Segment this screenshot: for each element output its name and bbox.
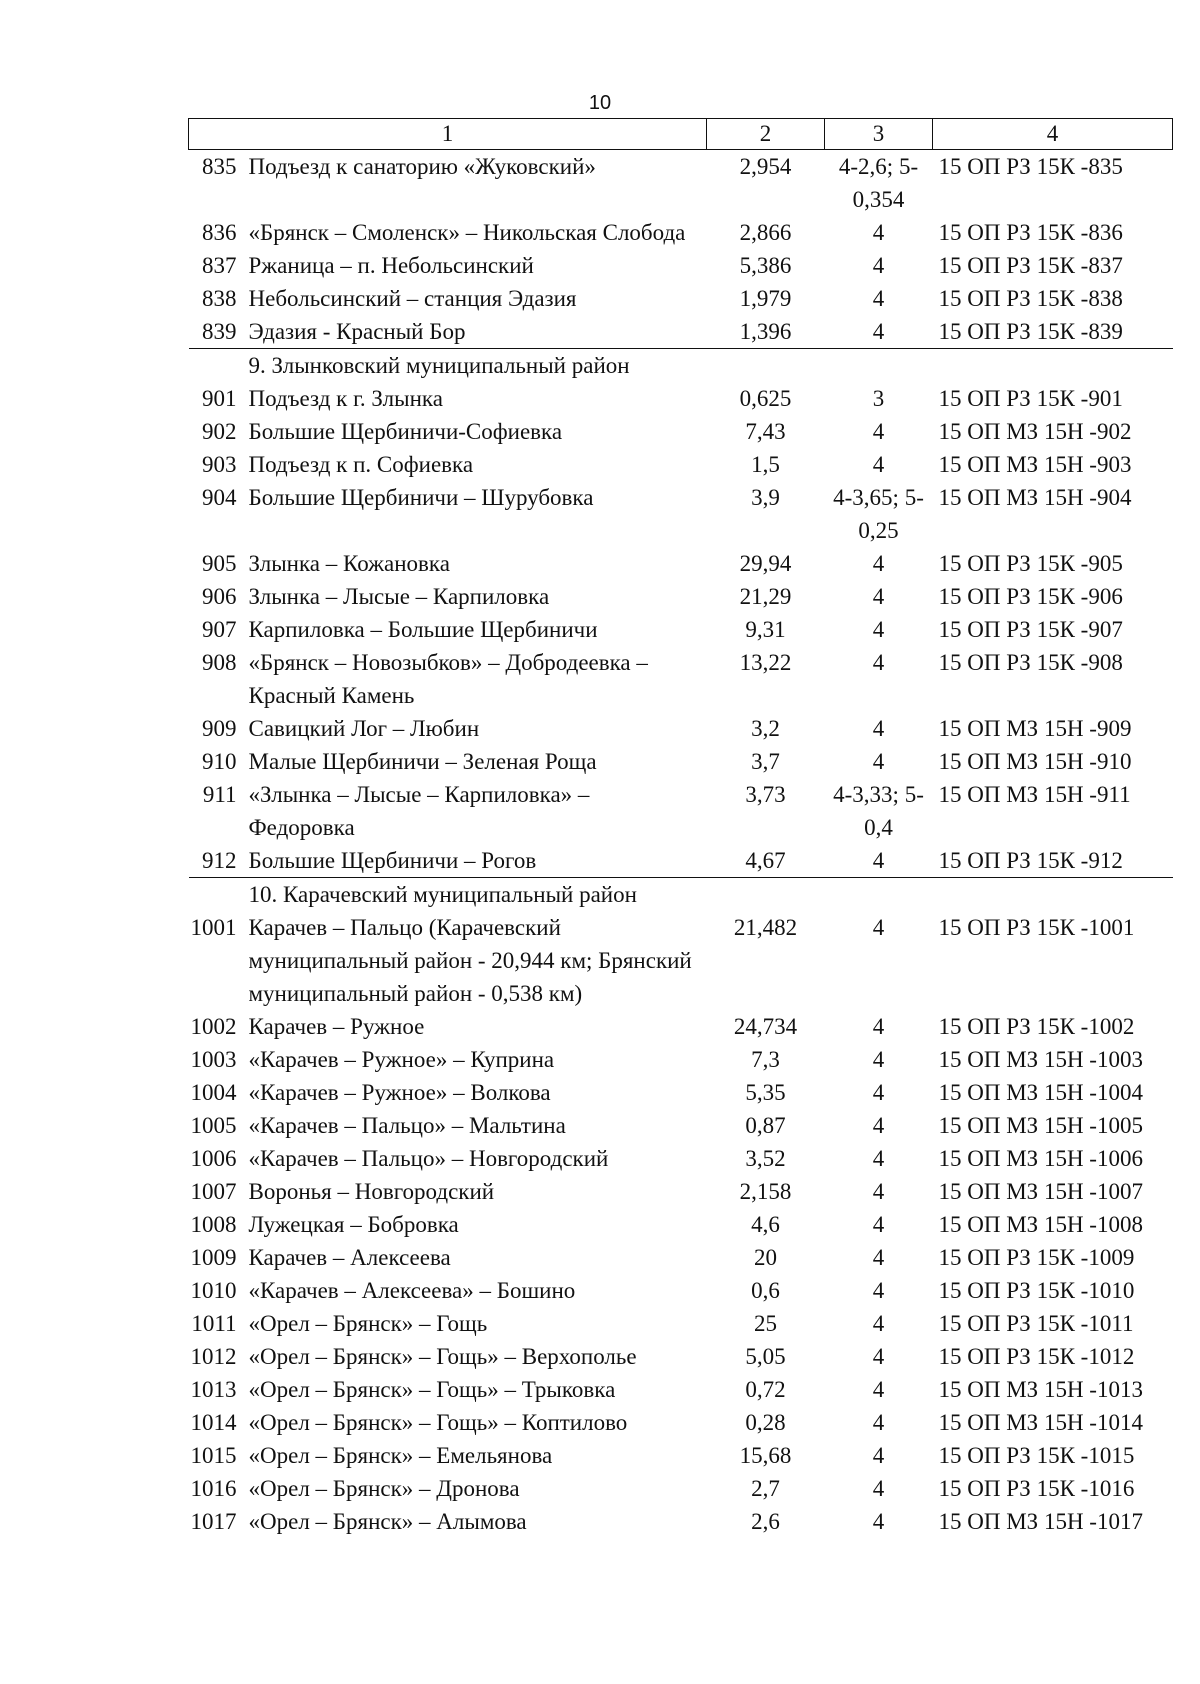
road-number: 902 — [202, 419, 237, 444]
road-id: 15 ОП РЗ 15К -1011 — [938, 1311, 1134, 1336]
road-length: 7,3 — [751, 1047, 780, 1072]
road-category: 4 — [872, 1212, 885, 1237]
road-id: 15 ОП РЗ 15К -1002 — [938, 1014, 1135, 1039]
road-number: 1011 — [191, 1311, 237, 1336]
table-row — [189, 1373, 1173, 1406]
table-row — [189, 150, 1173, 217]
road-category: 3 — [872, 386, 885, 411]
road-name: Ржаница – п. Небольсинский — [248, 253, 534, 278]
road-name: Небольсинский – станция Эдазия — [248, 286, 577, 311]
road-id: 15 ОП МЗ 15Н -1006 — [938, 1146, 1143, 1171]
road-number: 837 — [202, 253, 237, 278]
road-name: «Орел – Брянск» – Гощь — [248, 1311, 488, 1336]
road-number: 1016 — [190, 1476, 237, 1501]
road-name: Злынка – Кожановка — [248, 551, 450, 576]
road-length: 0,87 — [745, 1113, 786, 1138]
road-name: Подъезд к санаторию «Жуковский» — [248, 154, 596, 179]
road-length: 20 — [754, 1245, 777, 1270]
road-length: 4,67 — [707, 844, 825, 878]
road-length: 3,9 — [751, 485, 780, 510]
road-category: 4 — [872, 1509, 885, 1534]
road-name: «Карачев – Пальцо» – Новгородский — [248, 1146, 609, 1171]
page-number: 10 — [588, 92, 612, 114]
table-row — [189, 844, 1173, 878]
road-category: 4-3,33; 5-0,4 — [833, 782, 924, 840]
road-id: 15 ОП РЗ 15К -905 — [938, 551, 1123, 576]
table-row — [189, 1241, 1173, 1274]
road-name: Малые Щербиничи – Зеленая Роща — [248, 749, 597, 774]
header-col-1: 1 — [189, 119, 707, 150]
table-row — [189, 216, 1173, 249]
road-name: Эдазия - Красный Бор — [245, 315, 707, 349]
road-category: 4 — [872, 584, 885, 609]
road-number: 1004 — [190, 1080, 237, 1105]
road-length: 2,158 — [739, 1179, 792, 1204]
road-id: 15 ОП РЗ 15К -837 — [938, 253, 1123, 278]
road-id: 15 ОП РЗ 15К -1009 — [938, 1245, 1135, 1270]
road-category: 4-3,65; 5-0,25 — [833, 485, 924, 543]
table-row — [189, 1340, 1173, 1373]
road-length: 5,35 — [745, 1080, 786, 1105]
table-row — [189, 481, 1173, 547]
table-row — [189, 1010, 1173, 1043]
road-name: Подъезд к г. Злынка — [248, 386, 443, 411]
road-length: 0,72 — [745, 1377, 786, 1402]
header-col-4: 4 — [933, 119, 1173, 150]
table-row — [189, 911, 1173, 1010]
table-row — [189, 613, 1173, 646]
road-length: 5,05 — [745, 1344, 786, 1369]
table-row — [189, 547, 1173, 580]
road-category: 4-2,6; 5-0,354 — [838, 154, 919, 212]
table-row — [189, 712, 1173, 745]
table-row — [189, 1109, 1173, 1142]
table-row — [189, 448, 1173, 481]
road-category: 4 — [872, 650, 885, 675]
road-category: 4 — [872, 286, 885, 311]
road-id: 15 ОП РЗ 15К -836 — [938, 220, 1123, 245]
table-row — [189, 1208, 1173, 1241]
road-number: 901 — [202, 386, 237, 411]
road-length: 15,68 — [739, 1443, 792, 1468]
road-number: 911 — [202, 782, 237, 807]
road-number: 904 — [202, 485, 237, 510]
road-number: 1017 — [190, 1509, 237, 1534]
road-length: 5,386 — [739, 253, 792, 278]
road-category: 4 — [872, 1311, 885, 1336]
road-number: 909 — [202, 716, 237, 741]
road-category: 4 — [872, 1245, 885, 1270]
road-category: 4 — [872, 220, 885, 245]
road-length: 0,28 — [745, 1410, 786, 1435]
road-category: 4 — [872, 915, 885, 940]
road-number: 1015 — [190, 1443, 237, 1468]
road-name: Карпиловка – Большие Щербиничи — [248, 617, 598, 642]
road-name: «Карачев – Пальцо» – Мальтина — [248, 1113, 566, 1138]
road-category: 4 — [872, 1410, 885, 1435]
road-length: 9,31 — [745, 617, 786, 642]
road-name: Карачев – Ружное — [248, 1014, 425, 1039]
road-number: 903 — [202, 452, 237, 477]
road-id: 15 ОП МЗ 15Н -1014 — [938, 1410, 1143, 1435]
road-name: Большие Щербиничи-Софиевка — [248, 419, 563, 444]
road-name: «Орел – Брянск» – Гощь» – Коптилово — [248, 1410, 628, 1435]
table-row — [189, 580, 1173, 613]
road-name: Большие Щербиничи – Рогов — [245, 844, 707, 878]
road-id: 15 ОП РЗ 15К -1001 — [938, 915, 1135, 940]
road-number: 908 — [202, 650, 237, 675]
table-row — [189, 1439, 1173, 1472]
road-id: 15 ОП РЗ 15К -906 — [938, 584, 1123, 609]
road-length: 7,43 — [745, 419, 786, 444]
road-name: «Брянск – Смоленск» – Никольская Слобода — [248, 220, 686, 245]
road-id: 15 ОП МЗ 15Н -1008 — [938, 1212, 1143, 1237]
roads-table — [188, 118, 1173, 1538]
road-number: 1003 — [190, 1047, 237, 1072]
road-category: 4 — [872, 1113, 885, 1138]
road-name: «Орел – Брянск» – Гощь» – Трыковка — [248, 1377, 616, 1402]
road-number: 912 — [189, 844, 245, 878]
road-number: 905 — [202, 551, 237, 576]
road-number: 1007 — [190, 1179, 237, 1204]
road-name: Лужецкая – Бобровка — [248, 1212, 459, 1237]
road-category: 4 — [872, 551, 885, 576]
road-name: «Злынка – Лысые – Карпиловка» – Федоровка — [248, 782, 590, 840]
table-row — [189, 778, 1173, 844]
road-length: 4,6 — [751, 1212, 780, 1237]
table-row — [189, 382, 1173, 415]
road-category: 4 — [825, 315, 933, 349]
road-number: 907 — [202, 617, 237, 642]
header-col-2: 2 — [707, 119, 825, 150]
road-id: 15 ОП РЗ 15К -907 — [938, 617, 1123, 642]
road-category: 4 — [872, 1278, 885, 1303]
road-category: 4 — [872, 253, 885, 278]
road-category: 4 — [825, 844, 933, 878]
road-length: 2,6 — [751, 1509, 780, 1534]
road-id: 15 ОП РЗ 15К -901 — [938, 386, 1123, 411]
road-id: 15 ОП РЗ 15К -1015 — [938, 1443, 1135, 1468]
road-id: 15 ОП РЗ 15К -838 — [938, 286, 1123, 311]
road-name: «Карачев – Ружное» – Волкова — [248, 1080, 551, 1105]
road-name: Подъезд к п. Софиевка — [248, 452, 474, 477]
table-row — [189, 745, 1173, 778]
table-row — [189, 1142, 1173, 1175]
road-id: 15 ОП РЗ 15К -835 — [938, 154, 1123, 179]
table-row — [189, 1505, 1173, 1538]
road-length: 3,2 — [751, 716, 780, 741]
road-id: 15 ОП РЗ 15К -1012 — [938, 1344, 1135, 1369]
road-number: 1009 — [190, 1245, 237, 1270]
road-category: 4 — [872, 617, 885, 642]
table-row — [189, 646, 1173, 712]
road-id: 15 ОП РЗ 15К -1010 — [938, 1278, 1135, 1303]
road-number: 1005 — [190, 1113, 237, 1138]
road-id: 15 ОП МЗ 15Н -1017 — [938, 1509, 1143, 1534]
road-length: 13,22 — [739, 650, 792, 675]
road-number: 835 — [202, 154, 237, 179]
road-number: 1008 — [190, 1212, 237, 1237]
road-name: «Карачев – Алексеева» – Бошино — [248, 1278, 576, 1303]
road-number: 1010 — [190, 1278, 237, 1303]
road-number: 839 — [189, 315, 245, 349]
road-id: 15 ОП МЗ 15Н -904 — [938, 485, 1132, 510]
road-id: 15 ОП РЗ 15К -1016 — [938, 1476, 1135, 1501]
table-row — [189, 1307, 1173, 1340]
road-length: 29,94 — [739, 551, 792, 576]
road-length: 3,7 — [751, 749, 780, 774]
road-id: 15 ОП МЗ 15Н -1005 — [938, 1113, 1143, 1138]
road-length: 21,29 — [739, 584, 792, 609]
road-number: 1014 — [190, 1410, 237, 1435]
road-name: «Брянск – Новозыбков» – Добродеевка – Красный Камень — [248, 650, 648, 708]
table-row — [189, 1175, 1173, 1208]
road-length: 1,979 — [739, 286, 792, 311]
road-number: 1006 — [190, 1146, 237, 1171]
road-category: 4 — [872, 452, 885, 477]
road-id: 15 ОП РЗ 15К -839 — [933, 315, 1173, 349]
road-length: 2,7 — [751, 1476, 780, 1501]
road-number: 1012 — [190, 1344, 237, 1369]
road-number: 1001 — [190, 915, 237, 940]
road-category: 4 — [872, 1179, 885, 1204]
road-category: 4 — [872, 419, 885, 444]
road-id: 15 ОП МЗ 15Н -911 — [938, 782, 1131, 807]
table-row — [189, 415, 1173, 448]
road-number: 1013 — [190, 1377, 237, 1402]
road-id: 15 ОП МЗ 15Н -903 — [938, 452, 1132, 477]
header-row — [189, 119, 1173, 150]
road-id: 15 ОП МЗ 15Н -909 — [938, 716, 1132, 741]
road-name: «Орел – Брянск» – Дронова — [248, 1476, 520, 1501]
road-name: Воронья – Новгородский — [248, 1179, 495, 1204]
road-id: 15 ОП МЗ 15Н -902 — [938, 419, 1132, 444]
header-col-3: 3 — [825, 119, 933, 150]
road-name: «Орел – Брянск» – Емельянова — [248, 1443, 553, 1468]
road-length: 21,482 — [733, 915, 798, 940]
road-length: 3,73 — [745, 782, 786, 807]
road-length: 1,396 — [707, 315, 825, 349]
road-category: 4 — [872, 749, 885, 774]
road-id: 15 ОП МЗ 15Н -1007 — [938, 1179, 1143, 1204]
road-length: 24,734 — [733, 1014, 798, 1039]
road-category: 4 — [872, 1476, 885, 1501]
road-category: 4 — [872, 1146, 885, 1171]
section-title: 10. Карачевский муниципальный район — [248, 882, 637, 907]
road-name: Савицкий Лог – Любин — [248, 716, 480, 741]
road-category: 4 — [872, 1443, 885, 1468]
table-row — [189, 282, 1173, 315]
road-category: 4 — [872, 1344, 885, 1369]
road-id: 15 ОП МЗ 15Н -910 — [938, 749, 1132, 774]
road-number: 910 — [202, 749, 237, 774]
road-number: 838 — [202, 286, 237, 311]
table-row — [189, 315, 1173, 349]
road-number: 1002 — [190, 1014, 237, 1039]
table-row — [189, 1043, 1173, 1076]
road-category: 4 — [872, 716, 885, 741]
road-name: Большие Щербиничи – Шурубовка — [248, 485, 594, 510]
road-id: 15 ОП РЗ 15К -908 — [938, 650, 1123, 675]
road-length: 0,6 — [751, 1278, 780, 1303]
road-category: 4 — [872, 1377, 885, 1402]
road-name: «Карачев – Ружное» – Куприна — [248, 1047, 555, 1072]
road-id: 15 ОП МЗ 15Н -1013 — [938, 1377, 1143, 1402]
table-row — [189, 1076, 1173, 1109]
road-name: Карачев – Пальцо (Карачевский муниципальный район - 20,944 км; Брянский муниципальный район - 0,538 км) — [248, 915, 692, 1006]
road-name: «Орел – Брянск» – Алымова — [248, 1509, 527, 1534]
road-length: 2,954 — [739, 154, 792, 179]
road-number: 836 — [202, 220, 237, 245]
road-name: Карачев – Алексеева — [248, 1245, 451, 1270]
road-name: Злынка – Лысые – Карпиловка — [248, 584, 550, 609]
road-length: 25 — [754, 1311, 777, 1336]
road-length: 2,866 — [739, 220, 792, 245]
table-row — [189, 249, 1173, 282]
road-id: 15 ОП РЗ 15К -912 — [933, 844, 1173, 878]
section-row — [189, 878, 1173, 912]
road-name: «Орел – Брянск» – Гощь» – Верхополье — [248, 1344, 637, 1369]
road-category: 4 — [872, 1014, 885, 1039]
road-length: 0,625 — [739, 386, 792, 411]
road-length: 1,5 — [751, 452, 780, 477]
road-category: 4 — [872, 1047, 885, 1072]
road-category: 4 — [872, 1080, 885, 1105]
table-row — [189, 1472, 1173, 1505]
road-id: 15 ОП МЗ 15Н -1004 — [938, 1080, 1143, 1105]
table-row — [189, 1274, 1173, 1307]
section-row — [189, 349, 1173, 383]
section-title: 9. Злынковский муниципальный район — [248, 353, 630, 378]
road-number: 906 — [202, 584, 237, 609]
table-row — [189, 1406, 1173, 1439]
road-length: 3,52 — [745, 1146, 786, 1171]
road-id: 15 ОП МЗ 15Н -1003 — [938, 1047, 1143, 1072]
table-body — [189, 150, 1173, 1539]
